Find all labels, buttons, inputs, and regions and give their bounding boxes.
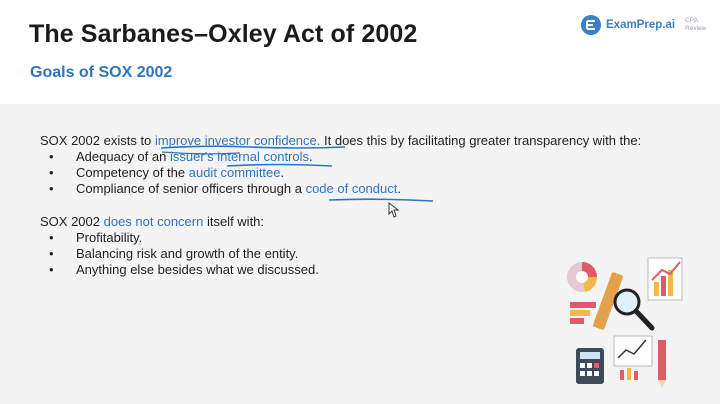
item-text: Compliance of senior officers through a [76,181,306,196]
brand-subtext [685,17,706,33]
slide-header [0,0,720,104]
list-item: • Balancing risk and growth of the entity. [40,246,319,262]
magnifier-icon [615,290,652,328]
section-goals [40,133,641,197]
lead-text-end: It does this by facilitating greater transparency with the: [320,133,642,148]
pie-chart-icon [567,262,597,292]
slide-title: The Sarbanes–Oxley Act of 2002 [29,20,418,48]
item-text-end: . [280,165,285,180]
lead-text: SOX 2002 [40,214,104,229]
list-item: • Profitability. [40,230,319,246]
list-item [40,149,641,165]
highlight-does-not-concern: does not concern [103,214,204,229]
pencil-icon [658,340,666,388]
exclusions-list [40,230,319,278]
item-text-end: . [397,181,401,196]
highlight-code-of-conduct: code of conduct [305,181,398,196]
line-chart-icon [648,258,682,300]
section-not-concerned [40,214,319,278]
highlight-internal-controls: issuer's internal controls [169,149,310,164]
brand-name: ExamPrep.ai [606,19,676,31]
list-item [40,165,641,181]
section-not-concerned-lead [40,214,319,230]
bar-chart-icon [570,302,596,324]
graph-card-icon [614,336,652,380]
highlight-audit-committee: audit committee [188,165,281,180]
calculator-icon [576,348,604,384]
brand-sub-line1: CPA [685,17,698,24]
item-text: Competency of the [76,165,189,180]
list-item: • Anything else besides what we discussed. [40,262,319,278]
section-goals-lead [40,133,641,149]
lead-text: SOX 2002 exists to [40,133,155,148]
lead-text-end: itself with: [203,214,265,229]
slide-subtitle: Goals of SOX 2002 [30,64,173,81]
hand-cursor-icon [386,202,402,220]
goals-list [40,149,641,197]
highlight-investor-confidence: improve investor confidence. [154,133,321,148]
finance-illustration [540,240,720,404]
item-text: Adequacy of an [76,149,170,164]
brand-logo[interactable] [580,14,706,36]
brand-sub-line2: Review [685,25,707,32]
examprep-logo-icon [580,14,602,36]
item-text-end: . [309,149,313,164]
list-item [40,181,641,197]
